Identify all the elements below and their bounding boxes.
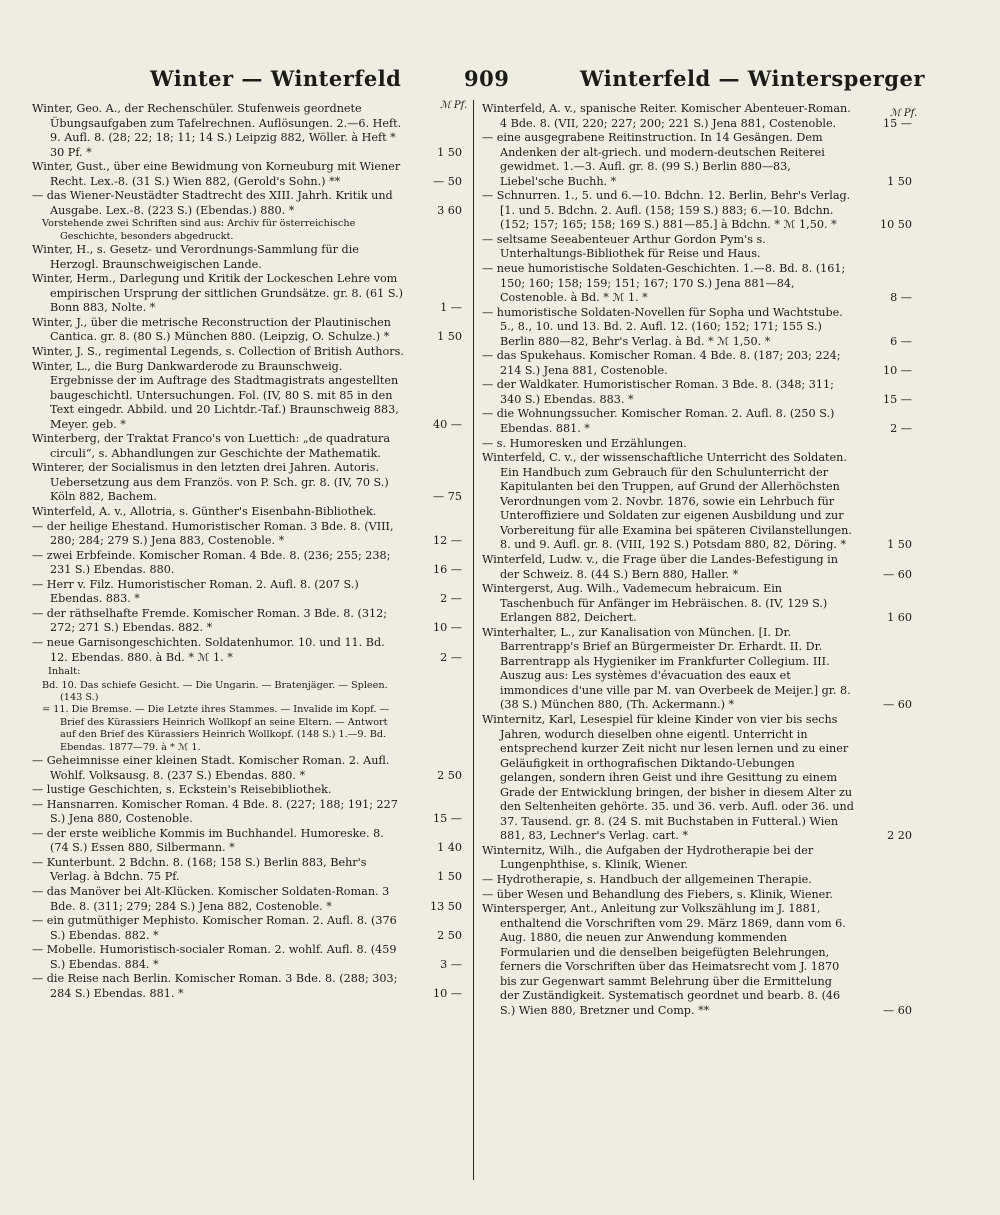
entry-text: — zwei Erbfeinde. Komischer Roman. 4 Bde. 8. (236; 255; 238; 231 S.) Ebendas. 880.: [32, 548, 391, 577]
catalog-entry: [482, 131, 912, 189]
entry-price: 3 60: [437, 203, 462, 217]
catalog-entry: [32, 972, 462, 1001]
entry-price: 1 50: [437, 330, 462, 344]
entry-text: — s. Humoresken und Erzählungen.: [482, 436, 687, 450]
entry-text: — humoristische Soldaten-Novellen für Sopha und Wachtstube. 5., 8., 10. und 13. Bd. 2. Aufl. 12. (160; 152; 171; 155 S.) Berlin 880—82, Behr's Verlag. à Bd. * ℳ 1,50. *: [482, 305, 843, 348]
catalog-entry: [482, 262, 912, 306]
catalog-entry: [32, 218, 462, 243]
entry-price: 1 40: [437, 841, 462, 855]
entry-price: 2 50: [437, 928, 462, 942]
entry-price: 1 50: [887, 174, 912, 188]
catalog-entry: [482, 189, 912, 233]
entry-text: — Mobelle. Humoristisch-socialer Roman. 2. wohlf. Aufl. 8. (459 S.) Ebendas. 884. *: [32, 943, 397, 971]
entry-price: 8 —: [890, 291, 912, 305]
catalog-entry: [32, 316, 462, 345]
entry-text: Wintersperger, Ant., Anleitung zur Volkszählung im J. 1881, enthaltend die Vorschriften vom 29. März 1869, dann vom 6. Aug. 1880, die neuen zur Anwendung kommenden Formularien und die denselben beigefügten Belehrungen, ferners die Vorschriften über das Heimatsrecht vom J. 1870 bis zur Gegenwart sammt Belehrung über die Ermittelung der Zuständigkeit. Systematisch geordnet und bearb. 8. (46 S.) Wien 880, Bretzner und Comp. **: [482, 902, 846, 1017]
catalog-entry: [32, 549, 462, 578]
entry-price: 1 50: [437, 145, 462, 159]
catalog-entry: [32, 432, 462, 461]
right-column: [482, 102, 912, 1018]
entry-price: 12 —: [433, 534, 462, 548]
entry-text: Winternitz, Wilh., die Aufgaben der Hydrotherapie bei der Lungenphthise, s. Klinik, Wiener.: [482, 843, 814, 872]
catalog-entry: [32, 798, 462, 827]
catalog-entry: [482, 582, 912, 626]
entry-price: — 60: [883, 1003, 912, 1017]
entry-text: Winternitz, Karl, Lesespiel für kleine Kinder von vier bis sechs Jahren, wodurch dieselben ohne eigentl. Unterricht in entsprechend kurzer Zeit nicht nur lesen lernen und zu einer Geläufigkeit in orthografischen Diktando-Uebungen gelangen, sondern ihren Geist und ihre Gesittung zu einem Grade der Entwicklung bringen, der bisher in diesem Alter zu den Seltenheiten gehörte. 35. und 36. verb. Aufl. oder 36. und 37. Tausend. gr. 8. (24 S. mit Buchstaben in Futteral.) Wien 881, 83, Lechner's Verlag. cart. *: [482, 712, 854, 843]
currency-mark-left: ℳ Pf.: [440, 100, 468, 111]
catalog-entry: [32, 520, 462, 549]
entry-text: Vorstehende zwei Schriften sind aus: Archiv für österreichische Geschichte, besonders abgedruckt.: [42, 218, 356, 242]
catalog-entry: [32, 243, 462, 272]
catalog-entry: [32, 461, 462, 505]
entry-text: Winterfeld, A. v., Allotria, s. Günther's Eisenbahn-Bibliothek.: [32, 505, 377, 519]
entry-price: 10 —: [883, 363, 912, 377]
entry-text: — der räthselhafte Fremde. Komischer Roman. 3 Bde. 8. (312; 272; 271 S.) Ebendas. 882. *: [32, 606, 387, 635]
entry-text: — der Waldkater. Humoristischer Roman. 3 Bde. 8. (348; 311; 340 S.) Ebendas. 883. *: [482, 378, 834, 406]
entry-price: 1 50: [887, 538, 912, 552]
entry-text: — Kunterbunt. 2 Bdchn. 8. (168; 158 S.) Berlin 883, Behr's Verlag. à Bdchn. 75 Pf.: [32, 855, 367, 884]
entry-text: — eine ausgegrabene Reitinstruction. In 14 Gesängen. Dem Andenken der alt-griech. und modern-deutschen Reiterei gewidmet. 1.—3. Aufl. gr. 8. (99 S.) Berlin 880—83, Liebel'sche Buchh. *: [482, 131, 825, 188]
entry-price: 1 50: [437, 870, 462, 884]
entry-text: — neue Garnisongeschichten. Soldatenhumor. 10. und 11. Bd. 12. Ebendas. 880. à Bd. * ℳ 1. *: [32, 635, 385, 664]
entry-text: Winterfeld, C. v., der wissenschaftliche Unterricht des Soldaten. Ein Handbuch zum Gebrauch für den Schulunterricht der Kapitulanten bei den Truppen, auf Grund der Allerhöchsten Verordnungen vom 2. Novbr. 1876, sowie ein Lehrbuch für Unteroffiziere und Soldaten zur eigenen Ausbildung und zur Vorbereitung für alle Examina bei späteren Civilanstellungen. 8. und 9. Aufl. gr. 8. (VIII, 192 S.) Potsdam 880, 82, Döring. *: [482, 451, 852, 552]
entry-price: 15 —: [883, 116, 912, 130]
entry-price: 6 —: [890, 334, 912, 348]
entry-text: — der heilige Ehestand. Humoristischer Roman. 3 Bde. 8. (VIII, 280; 284; 279 S.) Jena 883, Costenoble. *: [32, 519, 394, 548]
entry-text: Winter, Gust., über eine Bewidmung von Korneuburg mit Wiener Recht. Lex.-8. (31 S.) Wien 882, (Gerold's Sohn.) **: [32, 160, 401, 188]
entry-price: 10 —: [433, 621, 462, 635]
entry-price: 16 —: [433, 563, 462, 577]
catalog-entry: [482, 451, 912, 553]
catalog-entry: [482, 437, 912, 452]
catalog-entry: [32, 885, 462, 914]
entry-text: — der erste weibliche Kommis im Buchhandel. Humoreske. 8. (74 S.) Essen 880, Silbermann. *: [32, 826, 384, 855]
entry-price: 2 20: [887, 829, 912, 843]
entry-text: Inhalt:: [48, 666, 81, 678]
entry-price: — 50: [433, 174, 462, 188]
entry-price: — 60: [883, 698, 912, 712]
entry-text: — die Reise nach Berlin. Komischer Roman. 3 Bde. 8. (288; 303; 284 S.) Ebendas. 881. *: [32, 972, 398, 1000]
entry-text: Bd. 10. Das schiefe Gesicht. — Die Ungarin. — Bratenjäger. — Spleen. (143 S.): [42, 679, 388, 703]
catalog-entry: [482, 378, 912, 407]
entry-price: 3 —: [440, 957, 462, 971]
running-head-left: Winter — Winterfeld: [150, 66, 402, 91]
entry-text: — Geheimnisse einer kleinen Stadt. Komischer Roman. 2. Aufl. Wohlf. Volksausg. 8. (237 S.) Ebendas. 880. *: [32, 754, 390, 782]
entry-price: — 75: [433, 490, 462, 504]
entry-text: — Schnurren. 1., 5. und 6.—10. Bdchn. 12. Berlin, Behr's Verlag. [1. und 5. Bdchn. 2. Aufl. (158; 159 S.) 883; 6.—10. Bdchn. (152; 157; 165; 158; 169 S.) 881—85.] à Bdchn. * ℳ 1,50. *: [482, 189, 851, 232]
entry-text: — das Manöver bei Alt-Klücken. Komischer Soldaten-Roman. 3 Bde. 8. (311; 279; 284 S.) Jena 882, Costenoble. *: [32, 884, 390, 913]
catalog-entry: [32, 856, 462, 885]
entry-text: Winterer, der Socialismus in den letzten drei Jahren. Autoris. Uebersetzung aus dem Französ. von P. Sch. gr. 8. (IV, 70 S.) Köln 882, Bachem.: [32, 461, 389, 504]
catalog-entry: [482, 306, 912, 350]
entry-text: — seltsame Seeabenteuer Arthur Gordon Pym's s. Unterhaltungs-Bibliothek für Reise und Haus.: [482, 232, 766, 261]
entry-price: 2 —: [890, 422, 912, 436]
entry-text: — lustige Geschichten, s. Eckstein's Reisebibliothek.: [32, 783, 332, 797]
catalog-entry: [482, 102, 912, 131]
catalog-entry: [32, 578, 462, 607]
entry-text: — über Wesen und Behandlung des Fiebers, s. Klinik, Wiener.: [482, 887, 833, 901]
catalog-entry: [32, 665, 462, 680]
catalog-entry: [482, 888, 912, 903]
currency-mark-right: ℳ Pf.: [890, 108, 918, 119]
entry-text: Winter, H., s. Gesetz- und Verordnungs-Sammlung für die Herzogl. Braunschweigischen Lande.: [32, 243, 359, 271]
catalog-entry: [482, 233, 912, 262]
entry-text: Winterberg, der Traktat Franco's von Luettich: „de quadratura circuli“, s. Abhandlungen zur Geschichte der Mathematik.: [32, 432, 390, 460]
catalog-entry: [32, 272, 462, 316]
catalog-entry: [482, 553, 912, 582]
entry-price: 10 50: [879, 218, 912, 232]
entry-text: — die Wohnungssucher. Komischer Roman. 2. Aufl. 8. (250 S.) Ebendas. 881. *: [482, 407, 835, 436]
entry-text: Winterfeld, Ludw. v., die Frage über die Landes-Befestigung in der Schweiz. 8. (44 S.) Bern 880, Haller. *: [482, 552, 838, 581]
entry-price: 13 50: [429, 899, 462, 913]
catalog-entry: [482, 626, 912, 713]
catalog-entry: [32, 160, 462, 189]
entry-price: 2 —: [440, 650, 462, 664]
entry-text: — Hansnarren. Komischer Roman. 4 Bde. 8. (227; 188; 191; 227 S.) Jena 880, Costenoble.: [32, 797, 398, 826]
catalog-entry: [32, 943, 462, 972]
entry-text: — Herr v. Filz. Humoristischer Roman. 2. Aufl. 8. (207 S.) Ebendas. 883. *: [32, 577, 359, 606]
entry-text: Winterhalter, L., zur Kanalisation von München. [I. Dr. Barrentrapp's Brief an Bürgermeister Dr. Erhardt. II. Dr. Barrentrapp als Hygieniker im Frankfurter Collegium. III. Auszug aus: Les systèmes d'évacuation des eaux et immondices d'une ville par M. van Overbeek de Meijer.] gr. 8. (38 S.) München 880, (Th. Ackermann.) *: [482, 625, 851, 712]
catalog-entry: [32, 754, 462, 783]
catalog-entry: [32, 827, 462, 856]
page-number: 909: [464, 66, 510, 91]
entry-price: 15 —: [433, 812, 462, 826]
entry-price: — 60: [883, 567, 912, 581]
entry-text: — neue humoristische Soldaten-Geschichten. 1.—8. Bd. 8. (161; 150; 160; 158; 159; 151; 167; 170 S.) Jena 881—84, Costenoble. à Bd. * ℳ 1. *: [482, 262, 846, 305]
left-column: [32, 102, 462, 1001]
entry-price: 1 —: [440, 301, 462, 315]
catalog-entry: [32, 102, 462, 160]
catalog-entry: [32, 783, 462, 798]
entry-text: — Hydrotherapie, s. Handbuch der allgemeinen Therapie.: [482, 872, 812, 886]
entry-text: Winterfeld, A. v., spanische Reiter. Komischer Abenteuer-Roman. 4 Bde. 8. (VII, 220; 227; 200; 221 S.) Jena 881, Costenoble.: [482, 102, 851, 130]
catalog-entry: [482, 407, 912, 436]
entry-text: = 11. Die Bremse. — Die Letzte ihres Stammes. — Invalide im Kopf. — Brief des Kürassiers Heinrich Wollkopf an seine Eltern. — Antwort auf den Brief des Kürassiers Heinrich Wollkopf. (148 S.) 1.—9. Bd. Ebendas. 1877—79. à * ℳ 1.: [42, 704, 390, 753]
catalog-entry: [32, 636, 462, 665]
catalog-entry: [32, 505, 462, 520]
entry-text: Winter, Geo. A., der Rechenschüler. Stufenweis geordnete Übungsaufgaben zum Tafelrechnen. Auflösungen. 2.—6. Heft. 9. Aufl. 8. (28; 22; 18; 11; 14 S.) Leipzig 882, Wöller. à Heft * 30 Pf. *: [32, 102, 402, 159]
catalog-entry: [32, 607, 462, 636]
running-head-right: Winterfeld — Wintersperger: [580, 66, 925, 91]
catalog-entry: [32, 704, 462, 754]
catalog-entry: [32, 680, 462, 705]
catalog-entry: [32, 360, 462, 433]
entry-price: 40 —: [433, 417, 462, 431]
entry-price: 15 —: [883, 392, 912, 406]
catalog-entry: [32, 914, 462, 943]
entry-price: 10 —: [433, 986, 462, 1000]
catalog-entry: [32, 345, 462, 360]
entry-text: — das Wiener-Neustädter Stadtrecht des XIII. Jahrh. Kritik und Ausgabe. Lex.-8. (223 S.) (Ebendas.) 880. *: [32, 189, 393, 217]
entry-text: Winter, L., die Burg Dankwarderode zu Braunschweig. Ergebnisse der im Auftrage des Stadtmagistrats angestellten baugeschichtl. Untersuchungen. Fol. (IV, 80 S. mit 85 in den Text eingedr. Abbild. und 20 Lichtdr.-Taf.) Braunschweig 883, Meyer. geb. *: [32, 359, 399, 431]
catalog-entry: [482, 844, 912, 873]
catalog-entry: [32, 189, 462, 218]
entry-price: 1 60: [887, 611, 912, 625]
catalog-entry: [482, 873, 912, 888]
entry-text: Winter, J., über die metrische Reconstruction der Plautinischen Cantica. gr. 8. (80 S.) München 880. (Leipzig, O. Schulze.) *: [32, 315, 392, 344]
entry-text: — ein gutmüthiger Mephisto. Komischer Roman. 2. Aufl. 8. (376 S.) Ebendas. 882. *: [32, 914, 397, 942]
entry-text: Winter, Herm., Darlegung und Kritik der Lockeschen Lehre vom empirischen Ursprung der sittlichen Grundsätze. gr. 8. (61 S.) Bonn 883, Nolte. *: [32, 272, 404, 315]
catalog-entry: [482, 713, 912, 844]
catalog-entry: [482, 902, 912, 1018]
entry-price: 2 50: [437, 768, 462, 782]
catalog-entry: [482, 349, 912, 378]
entry-text: Wintergerst, Aug. Wilh., Vademecum hebraicum. Ein Taschenbuch für Anfänger im Hebräischen. 8. (IV, 129 S.) Erlangen 882, Deichert.: [482, 582, 828, 625]
entry-text: Winter, J. S., regimental Legends, s. Collection of British Authors.: [32, 345, 404, 359]
entry-price: 2 —: [440, 592, 462, 606]
entry-text: — das Spukehaus. Komischer Roman. 4 Bde. 8. (187; 203; 224; 214 S.) Jena 881, Costenoble.: [482, 349, 841, 377]
column-divider: [473, 100, 474, 1180]
